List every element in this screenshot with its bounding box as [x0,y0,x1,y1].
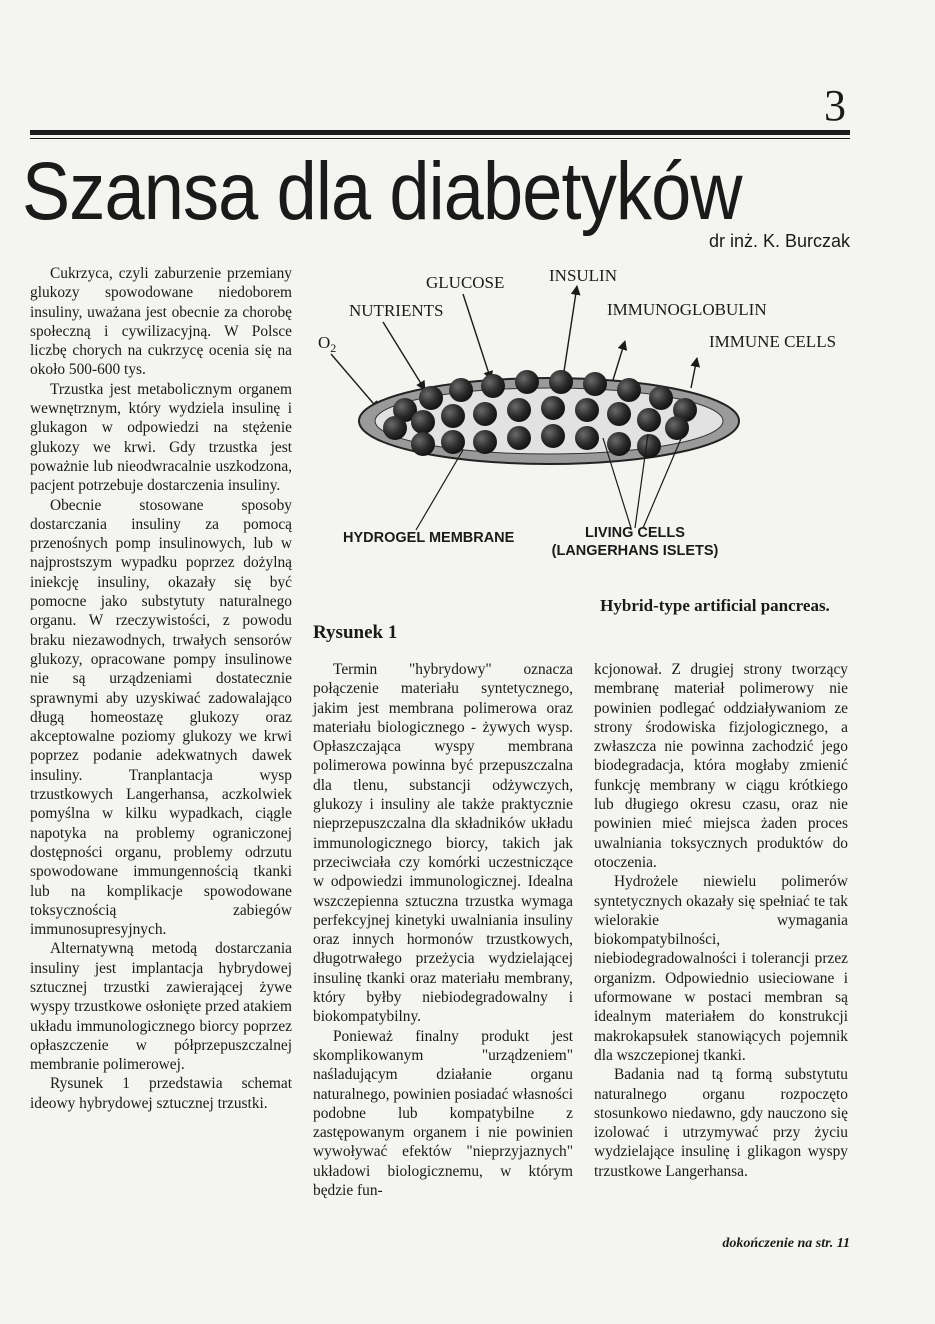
paragraph: Trzustka jest metabolicznym organem wewnętrznym, który wydziela insulinę i glukagon w odpowiedzi na stężenie glukozy we krwi. Gdy trzustka jest poważnie lub nieodwracalnie uszkodzona, pacjent potrzebuje dostarczenia insuliny. [30,380,292,495]
islet-cell [607,432,631,456]
arrow-oxygen [331,354,379,410]
islet-cell [541,424,565,448]
label-immune-cells: IMMUNE CELLS [709,332,837,351]
label-nutrients: NUTRIENTS [349,301,444,320]
label-immunoglobulin: IMMUNOGLOBULIN [607,300,767,319]
islet-cell [665,416,689,440]
figure-label: Rysunek 1 [313,622,398,643]
islet-cell [617,378,641,402]
islet-cell [473,430,497,454]
paragraph: Hydrożele niewielu polimerów syntetycznych okazały się spełniać te tak wielorakie wymagania biokompatybilności, niebiodegradowalności i tolerancji przez organizm. Odpowiednio usieciowane i uformowane w postaci membran są idealnym materiałem do konstrukcji makrokapsułek stanowiących pojemnik dla wszczepionej tkanki. [594,873,848,1064]
artificial-pancreas-diagram [313,258,853,558]
paragraph: Ponieważ finalny produkt jest skomplikowanym "urządzeniem" naśladującym działanie organu naturalnego, powinien posiadać własności podobne lub kompatybilne z zastępowanym organem i nie powinien wywoływać efektów "nieprzyjaznych" układowi biologicznemu, w którym będzie fun- [313,1027,573,1200]
arrow-insulin [563,286,577,378]
islet-cell [507,398,531,422]
paragraph: kcjonował. Z drugiej strony tworzący membranę materiał polimerowy nie powinien podlegać oddziaływaniom ze strony środowiska fizjologicznego, a zwłaszcza nie powinna zachodzić jego biodegradacja, która mogłaby zmienić funkcję membrany w ciągu krótkiego lub długiego okresu czasu, oraz nie powinien mieć miejsca żaden proces uwalniania toksycznych produktów do otoczenia. [594,661,848,871]
header-rule-thick [30,130,850,135]
paragraph: Rysunek 1 przedstawia schemat ideowy hybrydowej sztucznej trzustki. [30,1075,292,1112]
label-oxygen: $O_2$ [318,333,337,355]
islet-cell [637,408,661,432]
islet-cell [583,372,607,396]
article-column-2 [313,660,573,1200]
page-number: 3 [824,81,846,130]
label-hydrogel-membrane: HYDROGEL MEMBRANE [343,530,515,546]
label-glucose: GLUCOSE [426,273,505,292]
figure-caption: Hybrid-type artificial pancreas. [600,596,830,615]
label-langerhans-islets: (LANGERHANS ISLETS) [551,543,719,558]
arrow-glucose [463,294,491,380]
paragraph: Termin "hybrydowy" oznacza połączenie materiału syntetycznego, jakim jest membrana polimerowa oraz materiału biologicznego - żywych wysp. Opłaszczająca wyspy membrana polimerowa powinna być przepuszczalna dla tlenu, substancji odżywczych, glukozy i insuliny ale także praktycznie nieprzepuszczalna dla składników układu immunologicznego biorcy, takich jak przeciwciała czy komórki uczestniczące w odpowiedzi immunologicznej. Idealna wszczepienna sztuczna trzustka wymaga perfekcyjnej kinetyki uwalniania insuliny oraz innych hormonów trzustkowych, długotrwałego przeżycia wydzielającej insulinę tkanki oraz materiału membrany, który byłby niebiodegradowalny i biokompatybilny. [313,661,573,1026]
islet-cell [473,402,497,426]
islet-cell [637,434,661,458]
label-insulin: INSULIN [549,266,617,285]
islet-cell [649,386,673,410]
islet-cell [419,386,443,410]
islet-cell [441,404,465,428]
islet-cell [411,432,435,456]
article-column-1 [30,264,292,1113]
islet-cell [449,378,473,402]
islet-cell [383,416,407,440]
article-column-3 [594,660,848,1181]
islet-cell [441,430,465,454]
paragraph: Alternatywną metodą dostarczania insuliny jest implantacja hybrydowej sztucznej trzustki zawierającej żywe wyspy trzustkowe osłonięte przed atakiem układu immunologicznego biorcy poprzez opłaszczenie w półprzepuszczalnej membranie polimerowej. [30,940,292,1074]
islet-cell [515,370,539,394]
islet-cell [507,426,531,450]
arrow-immunoglobulin [613,341,625,380]
arrow-nutrients [383,322,425,390]
paragraph: Obecnie stosowane sposoby dostarczania insuliny za pomocą przenośnych pomp insulinowych, lub w najprostszym wypadku poprzez dożylną iniekcję insuliny, okazały się być pomocne jako substytuty naturalnego organu. W rzeczywistości, z powodu braku niezawodnych, trwałych sensorów glukozy, opracowane pompy insulinowe nie są urządzeniami dostatecznie sprawnymi aby uzyskiwać zadowalająco długą homeostazę glukozy oraz akceptowalne poziomy glukozy we krwi poprzez podanie adekwatnych dawek insuliny. Tranplantacja wysp trzustkowych Langerhansa, aczkolwiek pomyślna w kilku wypadkach, ciągle napotyka na problemy ograniczonej dostępności organu, problemy odrzutu spowodowane immungennością tkanki lub na komplikacje spowodowane toksycznością zabiegów immunosupresyjnych. [30,496,292,939]
islet-cell [607,402,631,426]
article-headline: Szansa dla diabetyków [22,146,742,237]
article-author: dr inż. K. Burczak [708,231,850,251]
header-rule-thin [30,138,850,139]
paragraph: Badania nad tą formą substytutu naturalnego organu rozpoczęto stosunkowo niedawno, gdy nauczono się izolować i utrzymywać przy życiu wydzielające insulinę i glikagon wyspy trzustkowe Langerhansa. [594,1066,848,1180]
continued-note: dokończenie na str. 11 [722,1236,850,1251]
pointer-hydrogel [416,450,463,530]
islet-cell [575,426,599,450]
islet-cell [541,396,565,420]
islet-cell [549,370,573,394]
islet-cell [575,398,599,422]
islet-cell [411,410,435,434]
label-living-cells: LIVING CELLS [585,525,685,541]
arrow-immune-cells [691,358,697,388]
islet-cell [481,374,505,398]
paragraph: Cukrzyca, czyli zaburzenie przemiany glukozy spowodowane niedoborem insuliny, uważana jest obecnie za chorobę społeczną i cywilizacyjną. W Polsce liczbę chorych na cukrzycę ocenia się na około 500-600 tys. [30,265,292,379]
